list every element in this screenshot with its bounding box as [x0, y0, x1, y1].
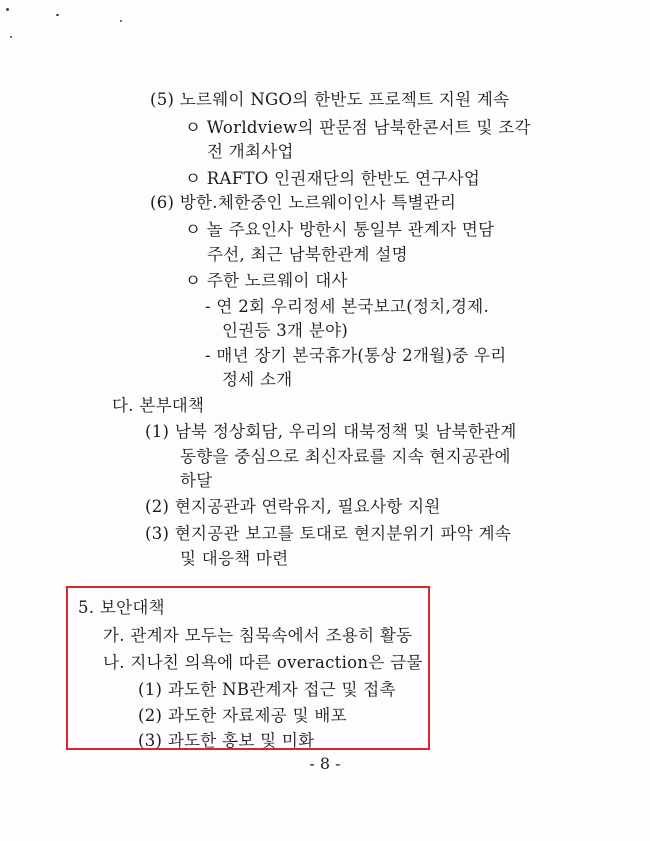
- item-5-heading: (5) 노르웨이 NGO의 한반도 프로젝트 지원 계속: [150, 90, 510, 109]
- scan-speck: [56, 14, 59, 16]
- section-da-heading: 다. 본부대책: [112, 396, 205, 415]
- da-item-1-cont2: 하달: [180, 471, 213, 490]
- dash-report: - 연 2회 우리정세 본국보고(정치,경제.: [205, 297, 490, 316]
- bullet-ambassador: ㅇ 주한 노르웨이 대사: [185, 271, 348, 290]
- da-item-2: (2) 현지공관과 연락유지, 필요사항 지원: [145, 497, 441, 516]
- scan-speck: [6, 8, 9, 11]
- da-item-1: (1) 남북 정상회담, 우리의 대북정책 및 남북한관계: [145, 422, 517, 441]
- security-sub-1: (1) 과도한 NB관계자 접근 및 접촉: [138, 680, 396, 699]
- bullet-visit-meeting-cont: 주선, 최근 남북한관계 설명: [207, 245, 408, 264]
- da-item-3: (3) 현지공관 보고를 토대로 현지분위기 파악 계속: [145, 524, 512, 543]
- scan-speck: [120, 20, 122, 22]
- da-item-3-cont: 및 대응책 마련: [180, 549, 289, 568]
- da-item-1-cont: 동향을 중심으로 최신자료를 지속 현지공관에: [180, 447, 511, 466]
- security-item-ga: 가. 관계자 모두는 침묵속에서 조용히 활동: [103, 626, 413, 645]
- bullet-rafto: ㅇ RAFTO 인권재단의 한반도 연구사업: [185, 169, 481, 188]
- security-sub-2: (2) 과도한 자료제공 및 배포: [138, 706, 347, 725]
- section-5-heading: 5. 보안대책: [78, 598, 165, 617]
- scan-speck: [10, 36, 12, 38]
- dash-report-cont: 인권등 3개 분야): [222, 321, 349, 340]
- security-sub-3: (3) 과도한 홍보 및 미화: [138, 731, 315, 750]
- page-number: - 8 -: [309, 754, 341, 773]
- bullet-worldview-cont: 전 개최사업: [207, 142, 294, 161]
- item-6-heading: (6) 방한.체한중인 노르웨이인사 특별관리: [150, 193, 457, 212]
- dash-leave-cont: 정세 소개: [222, 370, 293, 389]
- bullet-visit-meeting: ㅇ 놀 주요인사 방한시 통일부 관계자 면담: [185, 220, 495, 239]
- dash-leave: - 매년 장기 본국휴가(통상 2개월)중 우리: [205, 346, 507, 365]
- bullet-worldview: ㅇ Worldview의 판문점 남북한콘서트 및 조각: [185, 118, 531, 137]
- security-item-na: 나. 지나친 의욕에 따른 overaction은 금물: [103, 653, 423, 672]
